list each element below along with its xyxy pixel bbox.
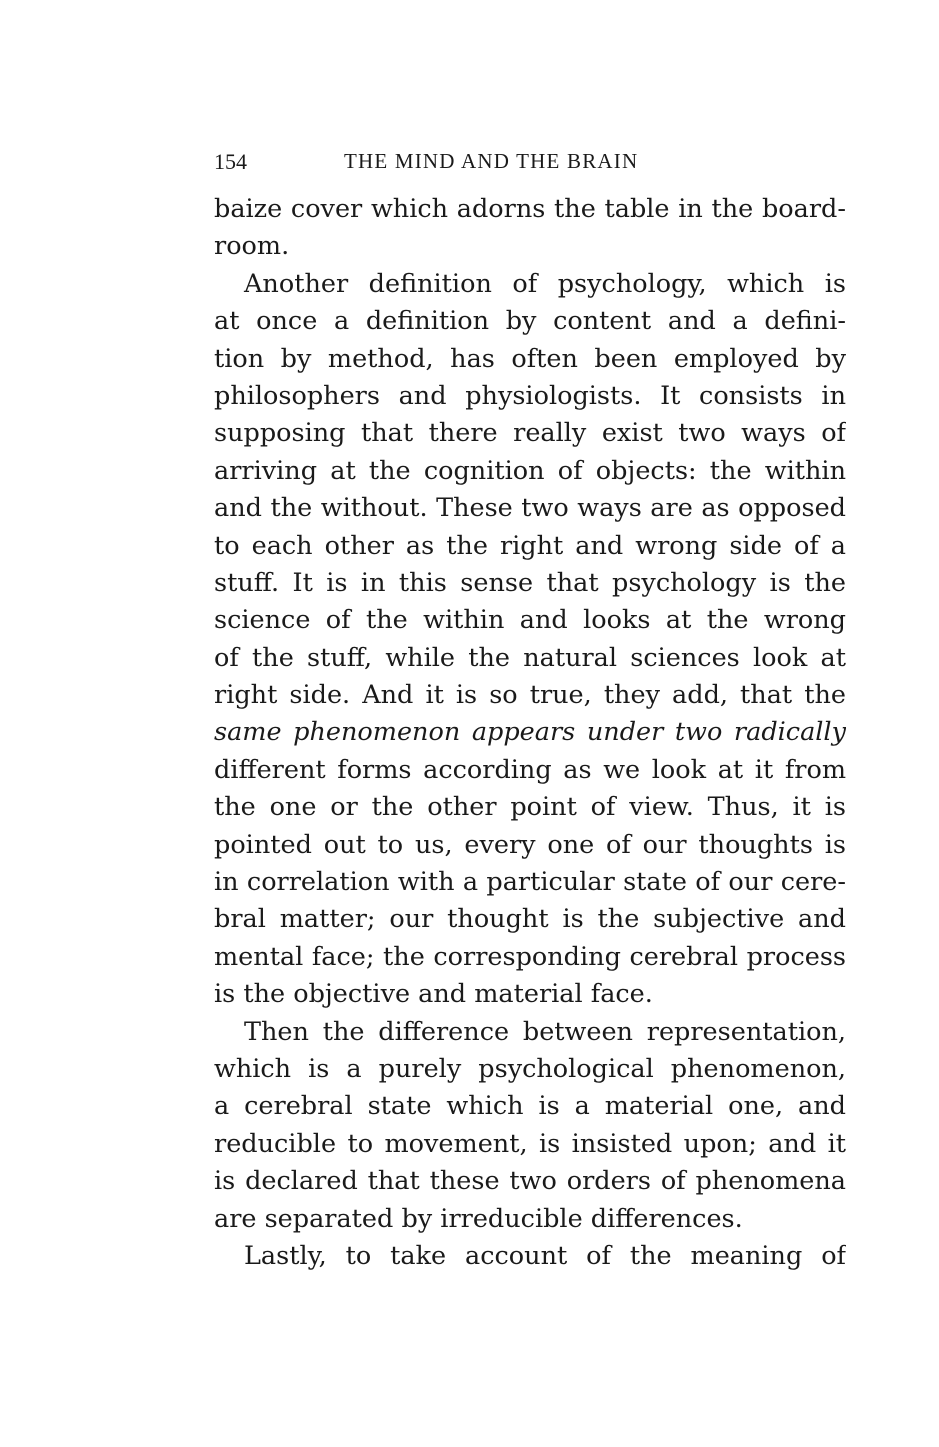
- text-line: pointed out to us, every one of our thoughts is: [214, 829, 846, 860]
- paragraph: [214, 266, 846, 1014]
- running-title: THE MIND AND THE BRAIN: [344, 149, 639, 173]
- running-head: [214, 147, 846, 177]
- text-line: room.: [214, 231, 290, 262]
- paragraph: [214, 191, 846, 266]
- text-line: Lastly, to take account of the meaning of: [244, 1240, 846, 1271]
- text-line: tion by method, has often been employed by: [214, 343, 846, 374]
- body-text: [214, 191, 846, 1275]
- paragraph: [214, 1014, 846, 1238]
- text-line: arriving at the cognition of objects: the within: [214, 455, 846, 486]
- paragraph: [214, 1238, 846, 1275]
- text-line: are separated by irreducible differences.: [214, 1203, 743, 1234]
- text-line: to each other as the right and wrong side of a: [214, 530, 846, 561]
- text-line: right side. And it is so true, they add, that the: [214, 680, 846, 711]
- text-line: Another definition of psychology, which is: [244, 268, 846, 299]
- text-line: Then the difference between representation,: [244, 1016, 846, 1047]
- text-line: philosophers and physiologists. It consists in: [214, 380, 846, 411]
- text-line: supposing that there really exist two ways of: [214, 418, 846, 449]
- page-number: 154: [214, 149, 247, 174]
- text-line: science of the within and looks at the wrong: [214, 605, 846, 636]
- text-line: which is a purely psychological phenomenon,: [214, 1053, 846, 1084]
- text-line: baize cover which adorns the table in the board-: [214, 194, 846, 224]
- text-line: the one or the other point of view. Thus, it is: [214, 792, 846, 823]
- text-line: different forms according as we look at it from: [214, 754, 846, 785]
- text-line: of the stuff, while the natural sciences look at: [214, 642, 846, 673]
- text-line: in correlation with a particular state of our cere-: [214, 867, 846, 898]
- text-line: at once a definition by content and a defini-: [214, 306, 846, 337]
- text-line: a cerebral state which is a material one, and: [214, 1091, 846, 1122]
- text-line: bral matter; our thought is the subjective and: [214, 904, 846, 935]
- text-line: stuff. It is in this sense that psychology is the: [214, 567, 846, 598]
- text-line: and the without. These two ways are as opposed: [214, 493, 846, 524]
- text-line: is the objective and material face.: [214, 979, 653, 1010]
- italic-text-line: same phenomenon appears under two radically: [214, 717, 846, 748]
- text-line: reducible to movement, is insisted upon; and it: [214, 1128, 846, 1159]
- text-line: is declared that these two orders of phenomena: [214, 1166, 846, 1197]
- book-page: [214, 147, 846, 1275]
- text-line: mental face; the corresponding cerebral process: [214, 941, 846, 972]
